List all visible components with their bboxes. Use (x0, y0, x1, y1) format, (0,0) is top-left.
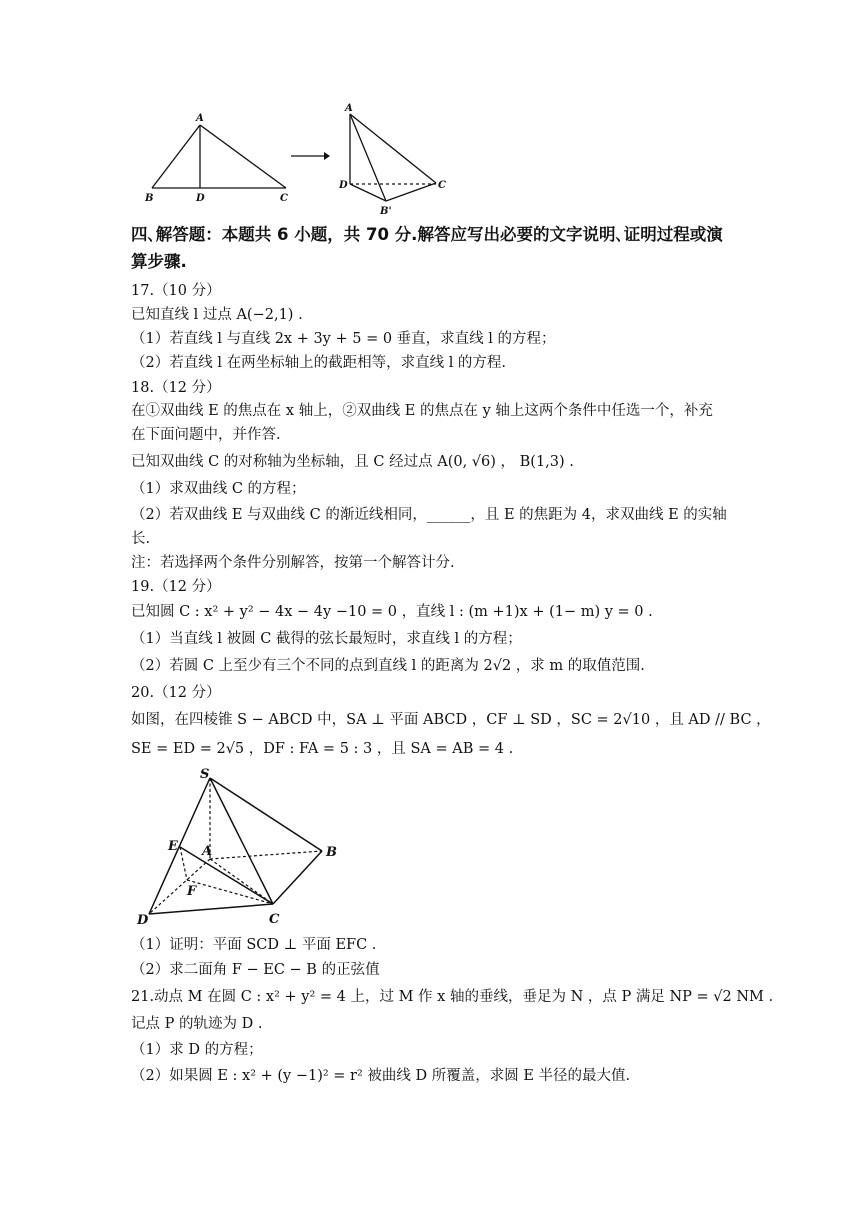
text-line: 19.（12 分） (131, 579, 221, 595)
label-d: D (339, 180, 348, 191)
edge-ab-dashed (210, 851, 322, 859)
label-a: A (196, 113, 204, 124)
pyramid-figure (132, 763, 352, 933)
text-line: （2）若直线 l 在两坐标轴上的截距相等，求直线 l 的方程. (131, 355, 507, 371)
text-line: 记点 P 的轨迹为 D . (131, 1016, 263, 1032)
text-line: 已知直线 l 过点 A(−2,1) . (131, 307, 303, 323)
text-line: 20.（12 分） (131, 685, 221, 701)
text-line: 已知双曲线 C 的对称轴为坐标轴，且 C 经过点 A(0, √6) ， B(1,3) . (131, 454, 574, 470)
text-line: 已知圆 C : x² + y² − 4x − 4y −10 = 0 ，直线 l : (m +1)x + (1− m) y = 0 . (131, 604, 653, 620)
label-b: B (326, 845, 337, 860)
arrow-icon (290, 150, 330, 162)
text-line: 21.动点 M 在圆 C : x² + y² = 4 上，过 M 作 x 轴的垂线，垂足为 N ，点 P 满足 NP = √2 NM . (131, 989, 774, 1005)
text-line: 18.（12 分） (131, 380, 221, 396)
edge-ef-dashed (180, 847, 187, 880)
edge-b-prime-c (386, 183, 436, 201)
text-line: （1）若直线 l 与直线 2x + 3y + 5 = 0 垂直，求直线 l 的方程； (131, 331, 556, 347)
label-d: D (196, 193, 205, 204)
text-line: （2）如果圆 E : x² + (y −1)² = r² 被曲线 D 所覆盖，求圆 E 半径的最大值. (131, 1068, 631, 1084)
label-c: C (438, 180, 446, 191)
text-line: SE = ED = 2√5 ，DF : FA = 5 : 3 ，且 SA = AB = 4 . (131, 741, 514, 757)
label-d: D (137, 913, 149, 928)
edge-sd (149, 778, 213, 914)
label-c: C (280, 193, 288, 204)
edge-cb (273, 851, 322, 904)
label-b: B (145, 193, 154, 204)
text-line: 17.（10 分） (131, 283, 221, 299)
text-line: （1）求 D 的方程； (131, 1042, 263, 1058)
text-line: 如图，在四棱锥 S − ABCD 中，SA ⊥ 平面 ABCD ，CF ⊥ SD ，SC = 2√10 ，且 AD // BC ， (131, 712, 771, 728)
text-line: 长. (131, 531, 151, 547)
label-e: E (168, 839, 178, 854)
text-line: 注：若选择两个条件分别解答，按第一个解答计分. (131, 555, 455, 571)
edge-dc (149, 904, 273, 914)
edge-ac (350, 114, 436, 183)
label-b-prime: B' (380, 206, 392, 217)
text-line: 在①双曲线 E 的焦点在 x 轴上，②双曲线 E 的焦点在 y 轴上这两个条件中任选一个，补充 (131, 403, 713, 419)
label-f: F (187, 884, 197, 899)
label-c: C (269, 912, 280, 927)
edge-ab (152, 125, 200, 188)
text-line: （2）若双曲线 E 与双曲线 C 的渐近线相同，______，且 E 的焦距为 4，求双曲线 E 的实轴 (131, 507, 727, 523)
text-line: （2）若圆 C 上至少有三个不同的点到直线 l 的距离为 2√2 ，求 m 的取值范围. (131, 658, 645, 674)
label-a: A (202, 844, 213, 859)
edge-sb (210, 778, 322, 851)
edge-ac (200, 125, 286, 188)
edge-ad-dashed (149, 859, 210, 914)
section-heading-line1: 四､解答题：本题共 6 小题，共 70 分.解答应写出必要的文字说明､证明过程或演 (131, 225, 723, 244)
text-line: （1）证明：平面 SCD ⊥ 平面 EFC . (131, 937, 377, 953)
label-s: S (200, 767, 210, 782)
label-a: A (345, 103, 353, 114)
folded-figure (338, 100, 453, 220)
edge-fc-dashed (187, 880, 273, 904)
text-line: （2）求二面角 F − EC − B 的正弦值 (131, 962, 380, 978)
triangle-figure (140, 110, 295, 205)
edge-ab-prime (350, 114, 386, 201)
edge-ac-dashed (210, 859, 273, 904)
section-heading-line2: 算步骤. (131, 252, 187, 271)
text-line: 在下面问题中，并作答. (131, 427, 281, 443)
text-line: （1）当直线 l 被圆 C 截得的弦长最短时，求直线 l 的方程； (131, 631, 522, 647)
text-line: （1）求双曲线 C 的方程； (131, 481, 306, 497)
